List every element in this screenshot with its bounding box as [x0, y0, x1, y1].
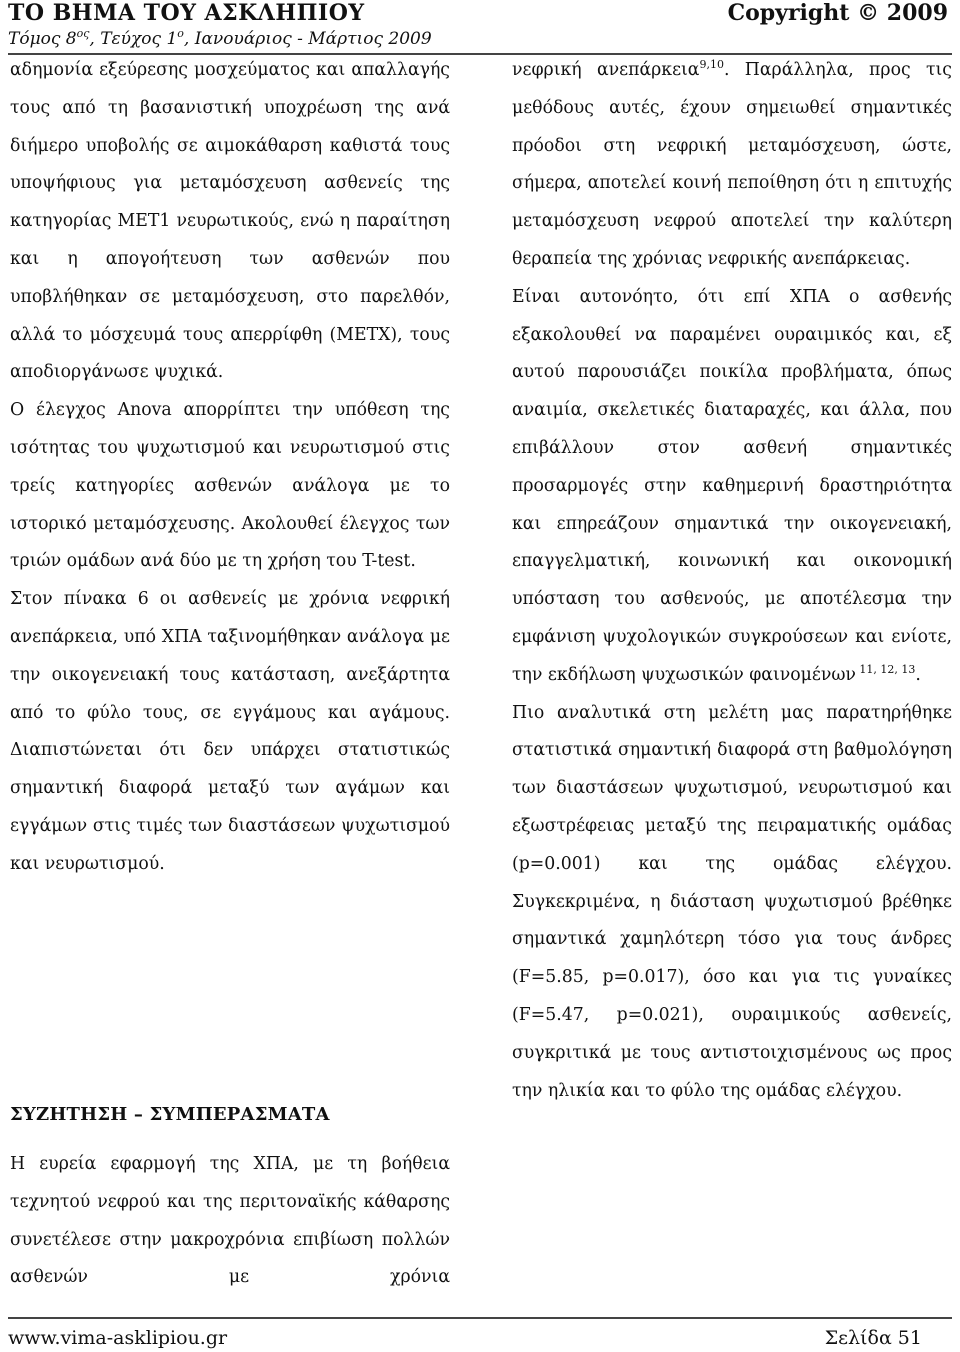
left-column — [10, 52, 450, 884]
journal-title: ΤΟ ΒΗΜΑ ΤΟΥ ΑΣΚΛΗΠΙΟΥ — [8, 0, 365, 26]
copyright: Copyright © 2009 — [727, 0, 948, 26]
footer-url: www.vima-asklipiou.gr — [8, 1327, 228, 1349]
left-paragraph-2: Ο έλεγχος Anova απορρίπτει την υπόθεση της ισότητας του ψυχωτισμού και νευρωτισμού στις τρείς κατηγορίες ασθενών ανάλογα με το ιστορικό μεταμόσχευσης. Ακολουθεί έλεγχος των τριών ομάδων ανά δύο με τη χρήση του T-test. — [10, 400, 450, 572]
citation-11-13: 11, 12, 13 — [855, 662, 916, 676]
footer-divider — [8, 1317, 952, 1319]
right-paragraph-1 — [512, 52, 952, 279]
section-heading: ΣΥΖΗΤΗΣΗ – ΣΥΜΠΕΡΑΣΜΑΤΑ — [10, 1104, 330, 1125]
left-paragraph-1: αδημονία εξεύρεσης μοσχεύματος και απαλλαγής τους από τη βασανιστική υποχρέωση της ανά διήμερο υποβολής σε αιμοκάθαρση καθιστά τους υποψήφιους για μεταμόσχευση ασθενείς της κατηγορίας ΜΕΤ1 νευρωτικούς, ενώ η παραίτηση και η απογοήτευση των ασθενών που υποβλήθηκαν σε μεταμόσχευση, στο παρελθόν, αλλά το μόσχευμά τους απερρίφθη (ΜΕΤΧ), τους αποδιοργάνωσε ψυχικά. — [10, 60, 450, 383]
issue-date: , Ιανουάριος - Μάρτιος 2009 — [183, 29, 432, 49]
issue-volume: Τόμος 8 — [8, 29, 77, 49]
right-column — [512, 52, 952, 1110]
right-paragraph-3: Πιο αναλυτικά στη μελέτη μας παρατηρήθηκε στατιστικά σημαντική διαφορά στη βαθμολόγηση των διαστάσεων ψυχωτισμού, νευρωτισμού και εξωστρέφειας μεταξύ της πειραματικής ομάδας (p=0.001) και της ομάδας ελέγχου. Συγκεκριμένα, η διάσταση ψυχωτισμού βρέθηκε σημαντικά χαμηλότερη τόσο για τους άνδρες (F=5.85, p=0.017), όσο και για τις γυναίκες (F=5.47, p=0.021), ουραιμικούς ασθενείς, συγκριτικά με τους αντιστοιχισμένους ως προς την ηλικία και το φύλο της ομάδας ελέγχου. — [512, 702, 952, 1101]
right-p1-text-a: νεφρική ανεπάρκεια — [512, 60, 700, 80]
right-p1-text-b: . Παράλληλα, προς τις μεθόδους αυτές, έχουν σημειωθεί σημαντικές πρόοδοι στη νεφρική μεταμόσχευση, ώστε, σήμερα, αποτελεί κοινή πεποίθηση ότι η επιτυχής μεταμόσχευση νεφρού αποτελεί την καλύτερη θεραπεία της χρόνιας νεφρικής ανεπάρκειας. — [512, 60, 952, 269]
right-paragraph-2 — [512, 279, 952, 695]
citation-9-10: 9,10 — [699, 58, 724, 71]
issue-volume-suffix: ος — [76, 27, 90, 40]
left-paragraph-3: Στον πίνακα 6 οι ασθενείς με χρόνια νεφρική ανεπάρκεια, υπό ΧΠΑ ταξινομήθηκαν ανάλογα με την οικογενειακή τους κατάσταση, ανεξάρτητα από το φύλο τους, σε εγγάμους και αγάμους. Διαπιστώνεται ότι δεν υπάρχει στατιστικώς σημαντική διαφορά μεταξύ των αγάμων και εγγάμων στις τιμές των διαστάσεων ψυχωτισμού και νευρωτισμού. — [10, 589, 450, 874]
journal-issue — [8, 28, 432, 50]
issue-number-suffix: ο — [177, 27, 184, 40]
page-number: Σελίδα 51 — [824, 1327, 922, 1349]
right-p2-text-b: . — [915, 664, 921, 685]
issue-number: , Τεύχος 1 — [89, 29, 178, 49]
page-header — [8, 0, 948, 58]
right-p2-text-a: Είναι αυτονόητο, ότι επί ΧΠΑ ο ασθενής εξακολουθεί να παραμένει ουραιμικός και, εξ αυτού παρουσιάζει ποικίλα προβλήματα, όπως αναιμία, σκελετικές διαταραχές, και άλλα, που επιβάλλουν στον ασθενή σημαντικές προσαρμογές στην καθημερινή δραστηριότητα και επηρεάζουν σημαντικά την οικογενειακή, επαγγελματική, κοινωνική και οικονομική υπόσταση του ασθενούς, με αποτέλεσμα την εμφάνιση ψυχολογικών συγκρούσεων και ενίοτε, την εκδήλωση ψυχωσικών φαινομένων — [512, 286, 952, 685]
discussion-section — [10, 1146, 450, 1297]
left-paragraph-4: Η ευρεία εφαρμογή της ΧΠΑ, με τη βοήθεια τεχνητού νεφρού και της περιτοναϊκής κάθαρσης συνετέλεσε στην μακροχρόνια επιβίωση πολλών ασθενών με χρόνια — [10, 1154, 450, 1288]
